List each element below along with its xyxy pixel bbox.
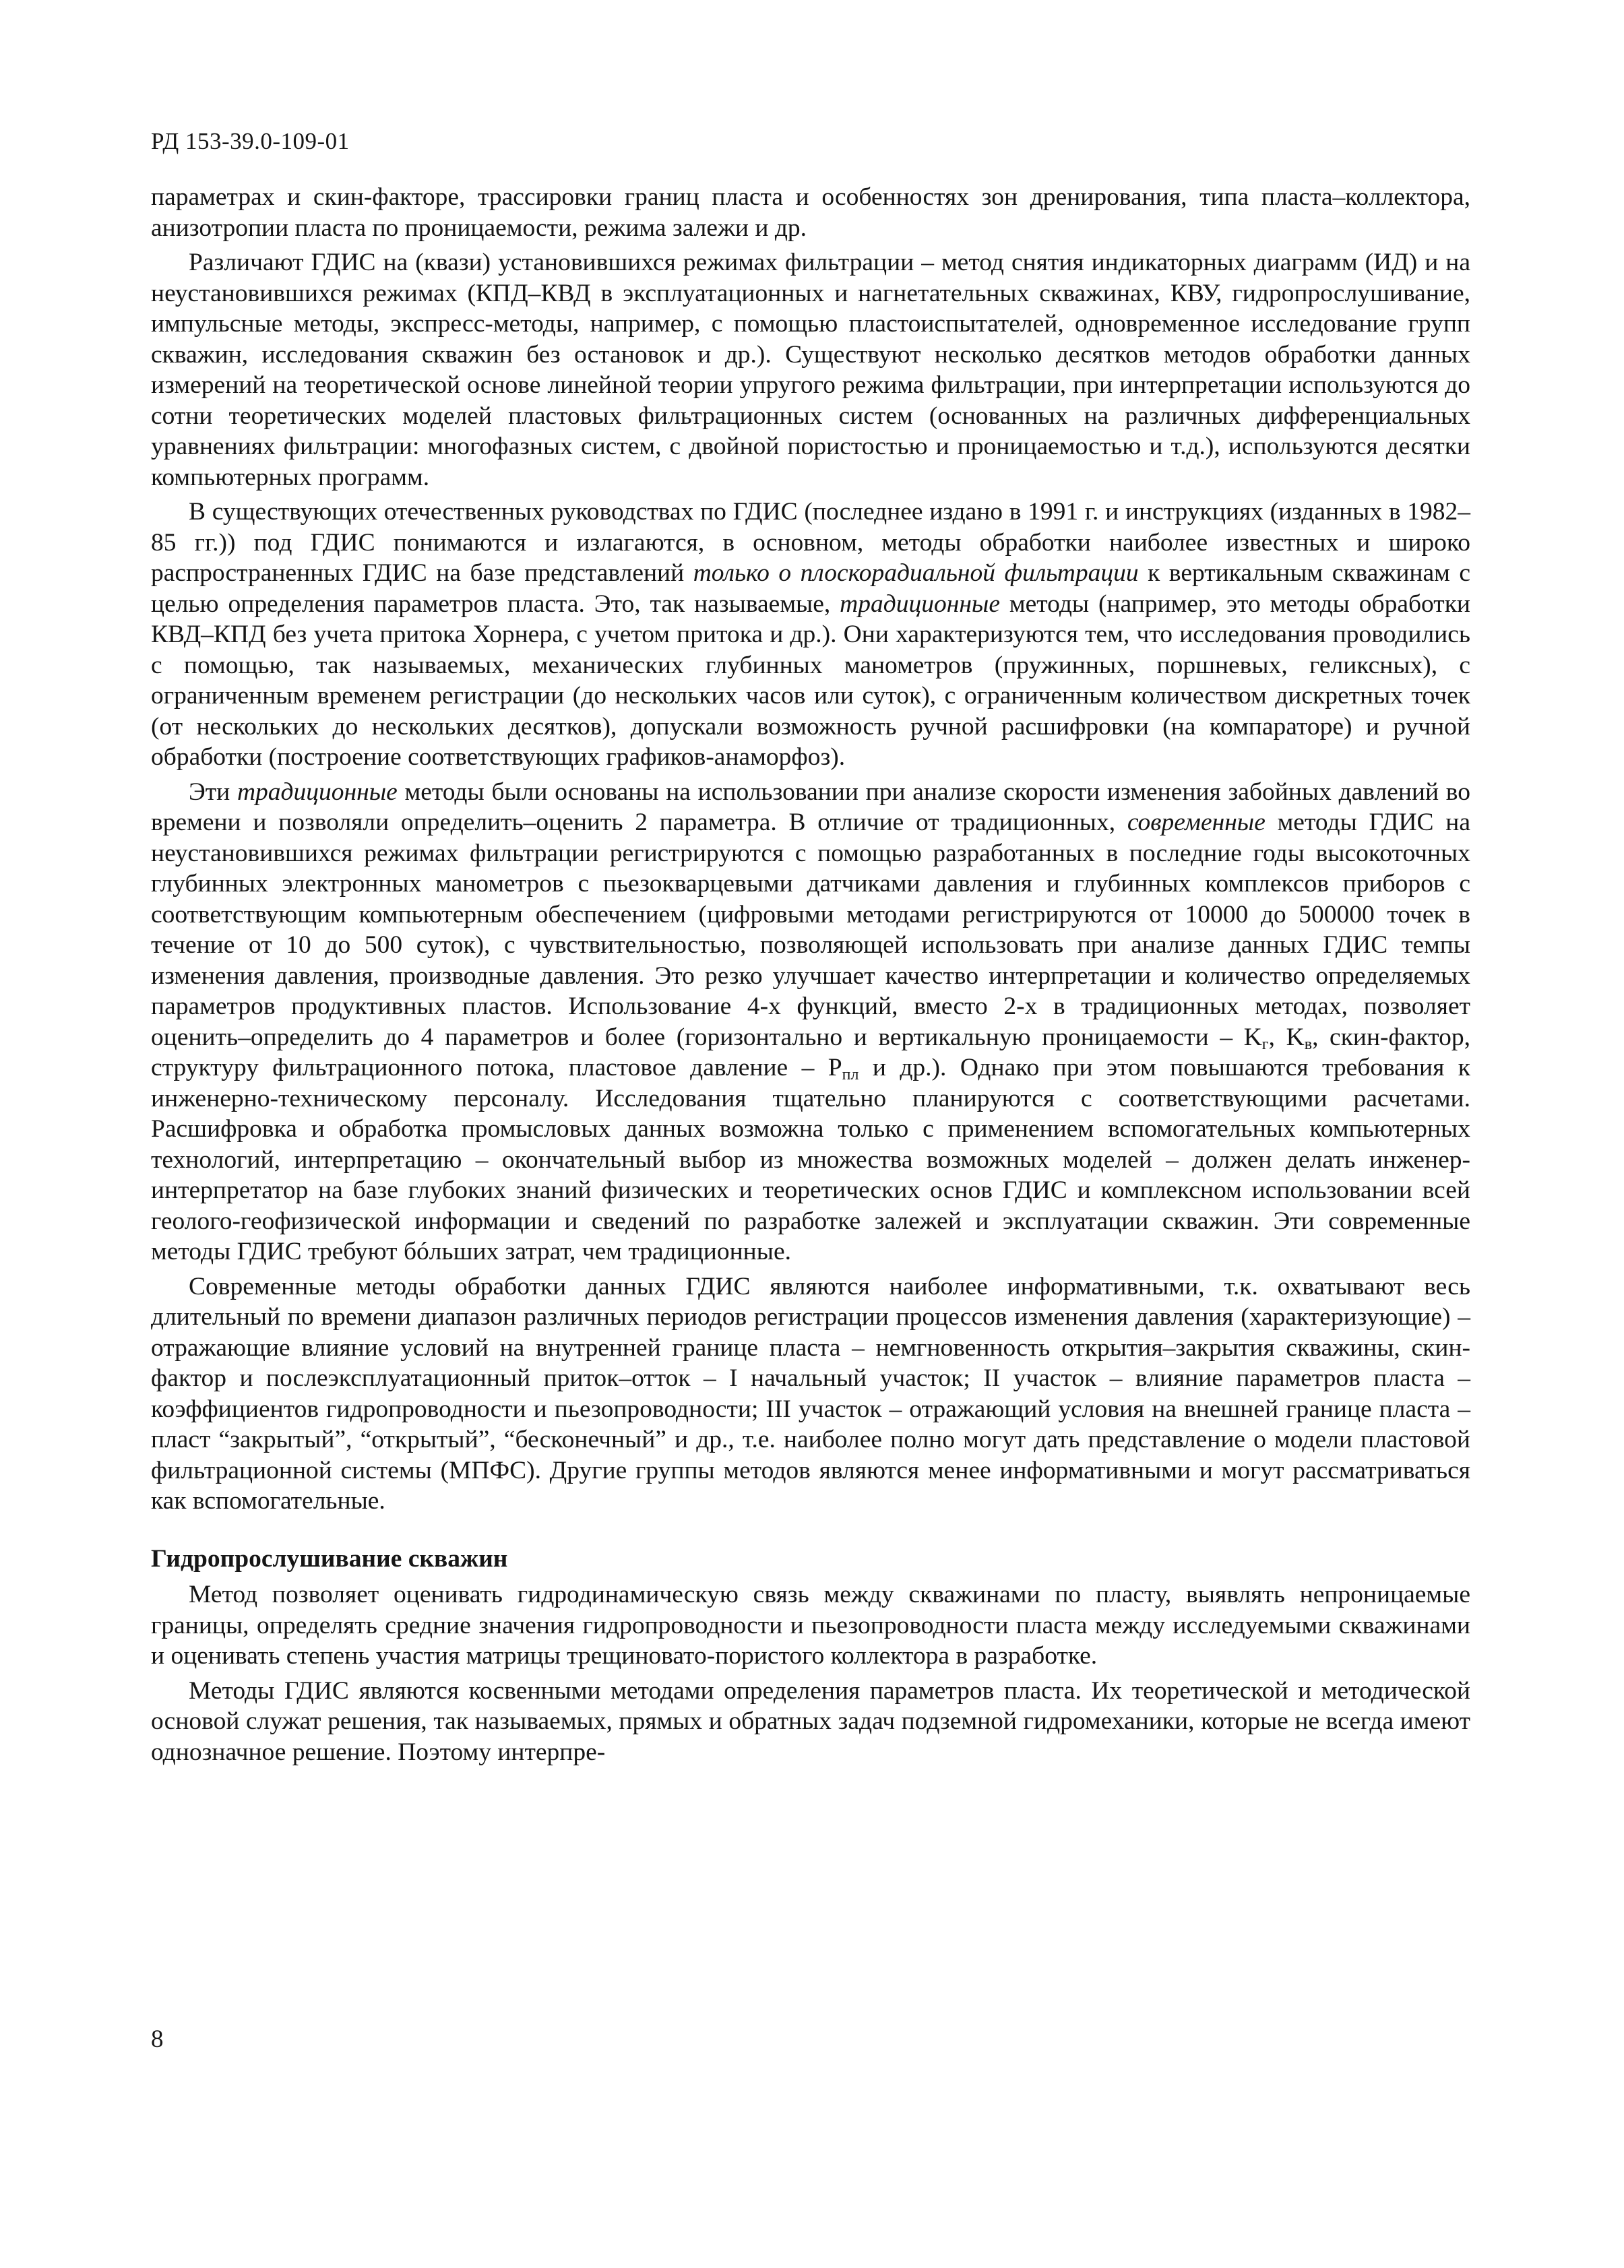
paragraph-7: Методы ГДИС являются косвенными методами определения параметров пласта. Их теоретической и методической основой служат решения, так называемых, прямых и обратных задач подземной гидромеханики, которые не всегда имеют однозначное решение. Поэтому интерпре- <box>151 1676 1470 1766</box>
paragraph-4-text-d: , K <box>1268 1023 1305 1051</box>
running-header: РД 153-39.0-109-01 <box>151 128 350 154</box>
paragraph-3-text-c: методы (например, это методы обработки КВД–КПД без учета притока Хорнера, с учетом притока и др.). Они характеризуются тем, что исследования проводились с помощью, так называемых, механических глубинных манометров (пружинных, поршневых, геликсных), с ограниченным временем регистрации (до нескольких часов или суток), с ограниченным количеством дискретных точек (от нескольких до нескольких десятков), допускали возможность ручной расшифровки (на компараторе) и ручной обработки (построение соответствующих графиков-анаморфоз). <box>151 590 1470 771</box>
paragraph-3-text-a: В существующих отечественных руководствах по ГДИС (последнее издано в 1991 г. и инструкциях (изданных в 1982–85 гг.)) под ГДИС понимаются и излагаются, в основном, методы обработки наиболее известных и широко распространенных ГДИС на базе представлений <box>151 498 1470 587</box>
subscript-v: в <box>1304 1035 1313 1053</box>
subscript-pl: пл <box>842 1066 859 1083</box>
paragraph-4-text-c: методы ГДИС на неустановившихся режимах фильтрации регистрируются с помощью разработанных в последние годы высокоточных глубинных электронных манометров с пьезокварцевыми датчиками давления и глубинных комплексов приборов с соответствующим компьютерным обеспечением (цифровыми методами регистрируются от 10000 до 500000 точек в течение от 10 до 500 суток), с чувствительностью, позволяющей использовать при анализе данных ГДИС темпы изменения давления, производные давления. Это резко улучшает качество интерпретации и количество определяемых параметров продуктивных пластов. Использование 4-х функций, вместо 2-х в традиционных методах, позволяет оценить–определить до 4 параметров и более (горизонтально и вертикальную проницаемости – K <box>151 809 1470 1051</box>
paragraph-4-text-b: методы были основаны на использовании при анализе скорости изменения забойных давлений во времени и позволяли определить–оценить 2 параметра. В отличие от традиционных, <box>151 778 1471 836</box>
paragraph-5: Современные методы обработки данных ГДИС являются наиболее информативными, т.к. охватывают весь длительный по времени диапазон различных периодов регистрации процессов изменения давления (характеризующие) – отражающие влияние условий на внутренней границе пласта – немгновенность открытия–закрытия скважины, скин-фактор и послеэксплуатационный приток–отток – I начальный участок; II участок – влияние параметров пласта – коэффициентов гидропроводности и пьезопроводности; III участок – отражающий условия на внешней границе пласта – пласт “закрытый”, “открытый”, “бесконечный” и др., т.е. наиболее полно могут дать представление о модели пластовой фильтрационной системы (МПФС). Другие группы методов являются менее информативными и могут рассматриваться как вспомогательные. <box>151 1272 1470 1515</box>
subscript-g: г <box>1261 1035 1269 1053</box>
paragraph-4-text-a: Эти <box>189 778 237 806</box>
section-heading: Гидропрослушивание скважин <box>151 1544 508 1573</box>
paragraph-4-text-f: и др.). Однако при этом повышаются требования к инженерно-техническому персоналу. Исследования тщательно планируются с соответствующими расчетами. Расшифровка и обработка промысловых данных возможна только с применением вспомогательных компьютерных технологий, интерпретацию – окончательный выбор из множества возможных моделей – должен делать инженер-интерпретатор на базе глубоких знаний физических и теоретических основ ГДИС и комплексном использовании всей геолого-геофизической информации и сведений по разработке залежей и эксплуатации скважин. Эти современные методы ГДИС требуют бóльших затрат, чем традиционные. <box>151 1054 1470 1265</box>
paragraph-3-text-b: к вертикальным скважинам с целью определения параметров пласта. Это, так называемые, <box>151 559 1470 618</box>
paragraph-2: Различают ГДИС на (квази) установившихся режимах фильтрации – метод снятия индикаторных диаграмм (ИД) и на неустановившихся режимах (КПД–КВД в эксплуатационных и нагнетательных скважинах, КВУ, гидропрослушивание, импульсные методы, экспресс-методы, например, с помощью пластоиспытателей, одновременное исследование групп скважин, исследования скважин без остановок и др.). Существуют несколько десятков методов обработки данных измерений на теоретической основе линейной теории упругого режима фильтрации, при интерпретации используются до сотни теоретических моделей пластовых фильтрационных систем (основанных на различных дифференциальных уравнениях фильтрации: многофазных систем, с двойной пористостью и проницаемостью и т.д.), используются десятки компьютерных программ. <box>151 249 1470 491</box>
paragraph-3 <box>151 497 1470 773</box>
paragraph-4-text-e: , скин-фактор, структуру фильтрационного потока, пластовое давление – P <box>151 1023 1470 1081</box>
paragraph-3-italic-1: только о плоскорадиальной фильтрации <box>693 559 1139 587</box>
paragraph-4 <box>151 777 1470 1267</box>
body-text <box>151 182 1470 1771</box>
paragraph-4-italic-1: традиционные <box>237 778 398 806</box>
paragraph-6: Метод позволяет оценивать гидродинамическую связь между скважинами по пласту, выявлять непроницаемые границы, определять средние значения гидропроводности и пьезопроводности пласта между исследуемыми скважинами и оценивать степень участия матрицы трещиновато-пористого коллектора в разработке. <box>151 1581 1470 1670</box>
page-number: 8 <box>151 2025 164 2053</box>
paragraph-1: параметрах и скин-факторе, трассировки границ пласта и особенностях зон дренирования, типа пласта–коллектора, анизотропии пласта по проницаемости, режима залежи и др. <box>151 183 1470 242</box>
paragraph-3-italic-2: традиционные <box>840 590 1000 618</box>
paragraph-4-italic-2: современные <box>1127 809 1266 836</box>
